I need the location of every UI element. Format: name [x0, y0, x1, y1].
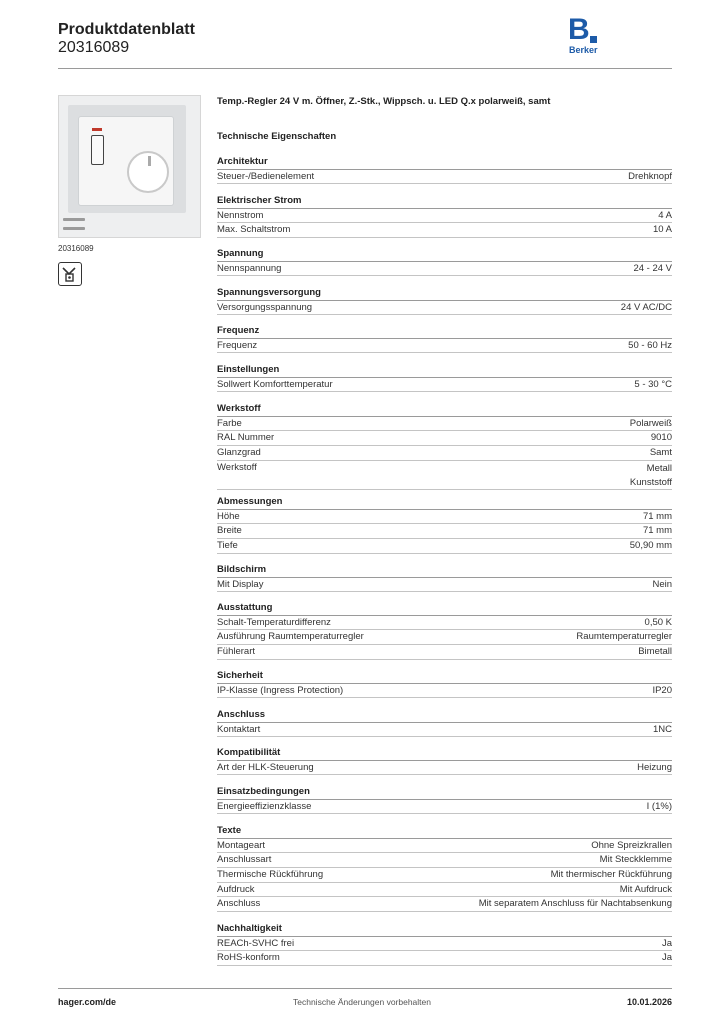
spec-row: [217, 937, 672, 952]
spec-label: Höhe: [217, 510, 240, 522]
spec-row: [217, 868, 672, 883]
spec-label: Anschlussart: [217, 854, 272, 866]
spec-group-title: Spannung: [217, 247, 672, 262]
footer-website-link[interactable]: hager.com/de: [58, 997, 117, 1007]
logo-dot: [590, 36, 597, 43]
spec-row: [217, 951, 672, 966]
spec-label: Thermische Rückführung: [217, 869, 324, 880]
spec-group-title: Einstellungen: [217, 363, 672, 378]
spec-value: Raumtemperaturregler: [576, 631, 672, 643]
spec-row: [217, 853, 672, 868]
spec-group-title: Bildschirm: [217, 563, 672, 578]
spec-value: Nein: [652, 578, 672, 590]
image-caption: 20316089: [58, 244, 94, 253]
spec-label: Kontaktart: [217, 723, 261, 735]
spec-group-title: Abmessungen: [217, 495, 672, 510]
spec-value: Polarweiß: [629, 417, 672, 429]
spec-value: IP20: [652, 684, 672, 696]
spec-value: [630, 462, 672, 491]
spec-label: Nennspannung: [217, 262, 282, 274]
spec-row: [217, 630, 672, 645]
spec-label: Werkstoff: [217, 461, 257, 473]
spec-row: [217, 417, 672, 432]
spec-group-title: Texte: [217, 824, 672, 839]
spec-value: 50,90 mm: [629, 540, 672, 551]
spec-label: Fühlerart: [217, 646, 256, 657]
spec-value: Samt: [649, 447, 672, 458]
specs-heading: Technische Eigenschaften: [217, 131, 337, 142]
footer-date: 10.01.2026: [626, 997, 672, 1007]
spec-value: Mit Aufdruck: [619, 883, 672, 895]
spec-label: Ausführung Raumtemperaturregler: [217, 631, 364, 643]
spec-row: [217, 461, 672, 490]
spec-value: 24 V AC/DC: [620, 301, 672, 313]
spec-label: Energieeffizienzklasse: [217, 800, 312, 812]
spec-label: RoHS-konform: [217, 952, 280, 964]
berker-logo[interactable]: [566, 13, 606, 56]
spec-group-title: Werkstoff: [217, 402, 672, 417]
thermostat-insert: [79, 117, 173, 205]
installation-type-icon: [58, 262, 82, 286]
led-indicator: [92, 128, 102, 131]
logo-wordmark: Berker: [569, 45, 598, 55]
document-title: Produktdatenblatt: [58, 21, 195, 38]
product-description: Temp.-Regler 24 V m. Öffner, Z.-Stk., Wippsch. u. LED Q.x polarweiß, samt: [217, 96, 551, 107]
spec-row: [217, 170, 672, 185]
spec-value: Ja: [661, 952, 672, 964]
spec-group-title: Anschluss: [217, 708, 672, 723]
spec-value: 1NC: [652, 723, 672, 735]
spec-label: Aufdruck: [217, 883, 255, 895]
spec-group-title: Einsatzbedingungen: [217, 785, 672, 800]
spec-label: Art der HLK-Steuerung: [217, 761, 314, 773]
footer-disclaimer: Technische Änderungen vorbehalten: [293, 997, 431, 1007]
spec-row: [217, 301, 672, 316]
spec-row: [217, 839, 672, 854]
spec-value: 5 - 30 °C: [634, 378, 672, 390]
product-image: [58, 95, 201, 238]
spec-label: Mit Display: [217, 578, 264, 590]
spec-row: [217, 209, 672, 224]
spec-value: Ja: [661, 937, 672, 949]
spec-value-line: Metall: [646, 462, 672, 474]
spec-value: 71 mm: [642, 525, 672, 537]
spec-group-title: Elektrischer Strom: [217, 194, 672, 209]
spec-row: [217, 897, 672, 912]
spec-value: Mit separatem Anschluss für Nachtabsenkung: [478, 898, 672, 910]
spec-label: IP-Klasse (Ingress Protection): [217, 684, 344, 696]
spec-row: [217, 431, 672, 446]
spec-row: [217, 262, 672, 277]
spec-group-title: Frequenz: [217, 324, 672, 339]
spec-value: 24 - 24 V: [633, 262, 672, 274]
rocker-switch: [91, 135, 104, 165]
document-number: 20316089: [58, 39, 130, 56]
switch-frame: [68, 105, 186, 213]
spec-row: [217, 378, 672, 393]
spec-row: [217, 446, 672, 461]
spec-label: Max. Schaltstrom: [217, 224, 291, 236]
spec-label: Tiefe: [217, 540, 238, 551]
spec-value: 0,50 K: [644, 616, 672, 628]
header-divider: [58, 68, 672, 69]
spec-value: Heizung: [637, 761, 672, 773]
spec-row: [217, 684, 672, 699]
spec-row: [217, 723, 672, 738]
spec-row: [217, 578, 672, 593]
spec-label: Frequenz: [217, 339, 258, 351]
spec-value: Drehknopf: [628, 170, 672, 182]
spec-value: 9010: [650, 432, 672, 444]
logo-letter: B: [568, 13, 590, 46]
spec-row: [217, 539, 672, 554]
screw-icon: [63, 227, 85, 230]
spec-value: Mit Steckklemme: [599, 854, 672, 866]
spec-value-line: Kunststoff: [629, 477, 672, 489]
dial-notch: [148, 156, 151, 166]
spec-value: I (1%): [646, 800, 672, 812]
spec-value: Mit thermischer Rückführung: [550, 869, 672, 880]
spec-label: Breite: [217, 525, 242, 537]
spec-value: 10 A: [652, 224, 672, 236]
spec-value: Bimetall: [638, 646, 672, 657]
spec-group-title: Spannungsversorgung: [217, 286, 672, 301]
spec-value: 71 mm: [642, 510, 672, 522]
spec-group-title: Kompatibilität: [217, 746, 672, 761]
spec-label: Anschluss: [217, 898, 261, 910]
spec-label: Glanzgrad: [217, 447, 261, 458]
spec-row: [217, 223, 672, 238]
spec-group-title: Nachhaltigkeit: [217, 922, 672, 937]
spec-label: REACh-SVHC frei: [217, 937, 295, 949]
spec-value: Ohne Spreizkrallen: [591, 839, 672, 851]
spec-group-title: Sicherheit: [217, 669, 672, 684]
spec-value: 4 A: [658, 209, 672, 221]
spec-row: [217, 524, 672, 539]
spec-label: Sollwert Komforttemperatur: [217, 378, 333, 390]
footer-divider: [58, 988, 672, 989]
spec-group-title: Architektur: [217, 155, 672, 170]
spec-row: [217, 883, 672, 898]
spec-row: [217, 800, 672, 815]
spec-label: Farbe: [217, 417, 242, 429]
spec-label: Steuer-/Bedienelement: [217, 170, 315, 182]
spec-label: Versorgungsspannung: [217, 301, 313, 313]
spec-group-title: Ausstattung: [217, 601, 672, 616]
spec-row: [217, 510, 672, 525]
spec-row: [217, 761, 672, 776]
screw-icon: [63, 218, 85, 221]
spec-row: [217, 339, 672, 354]
spec-label: RAL Nummer: [217, 432, 275, 444]
spec-row: [217, 645, 672, 660]
spec-row: [217, 616, 672, 631]
spec-label: Montageart: [217, 839, 266, 851]
temperature-dial: [127, 151, 169, 193]
spec-label: Schalt-Temperaturdifferenz: [217, 616, 331, 628]
spec-value: 50 - 60 Hz: [628, 339, 672, 351]
spec-label: Nennstrom: [217, 209, 264, 221]
